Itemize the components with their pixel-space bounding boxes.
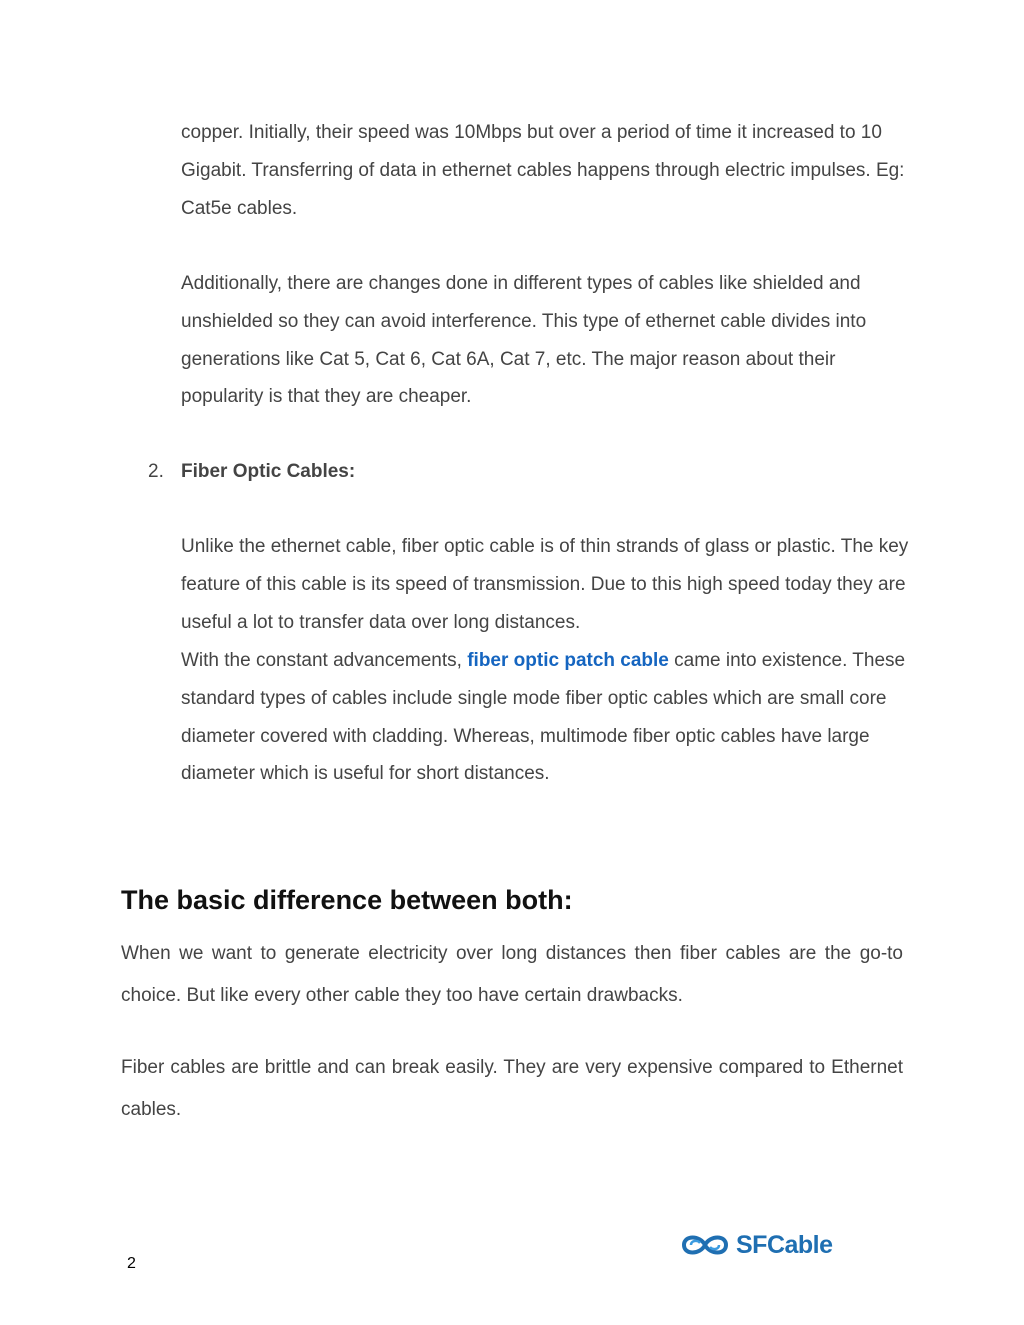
paragraph-ethernet-speed: copper. Initially, their speed was 10Mbps but over a period of time it increased to 10 Gigabit. Transferring of data in ethernet cables happens through electric impulses. Eg: Cat5e cables. — [181, 122, 905, 219]
page-number: 2 — [127, 1255, 136, 1272]
section-body-2: Fiber cables are brittle and can break easily. They are very expensive compared to Ethernet cables. — [121, 1057, 903, 1120]
section-heading: The basic difference between both: — [121, 885, 573, 915]
section-body-1: When we want to generate electricity over long distances then fiber cables are the go-to choice. But like every other cable they too have certain drawbacks. — [121, 943, 903, 1006]
paragraph-fiber-patch-lead: With the constant advancements, — [181, 650, 468, 671]
list-number: 2. — [148, 461, 164, 482]
paragraph-fiber-patch — [181, 642, 911, 793]
paragraph-fiber-intro: Unlike the ethernet cable, fiber optic cable is of thin strands of glass or plastic. The key feature of this cable is its speed of transmission. Due to this high speed today they are useful a lot to transfer data over long distances. — [181, 536, 909, 633]
list-item-title: Fiber Optic Cables: — [181, 461, 356, 482]
infinity-cable-icon — [678, 1229, 732, 1261]
paragraph-fiber-patch-rest: came into existence. These standard types of cables include single mode fiber optic cables which are small core diameter covered with cladding. Whereas, multimode fiber optic cables have large diameter which is useful for short distances. — [181, 650, 906, 785]
sfcable-logo — [678, 1226, 833, 1264]
fiber-optic-patch-cable-link[interactable]: fiber optic patch cable — [467, 650, 669, 671]
list-item-fiber-optic — [148, 457, 355, 487]
paragraph-ethernet-generations: Additionally, there are changes done in different types of cables like shielded and unshielded so they can avoid interference. This type of ethernet cable divides into generations like Cat 5, Cat 6, Cat 6A, Cat 7, etc. The major reason about their popularity is that they are cheaper. — [181, 273, 867, 408]
logo-text: SFCable — [736, 1230, 833, 1259]
